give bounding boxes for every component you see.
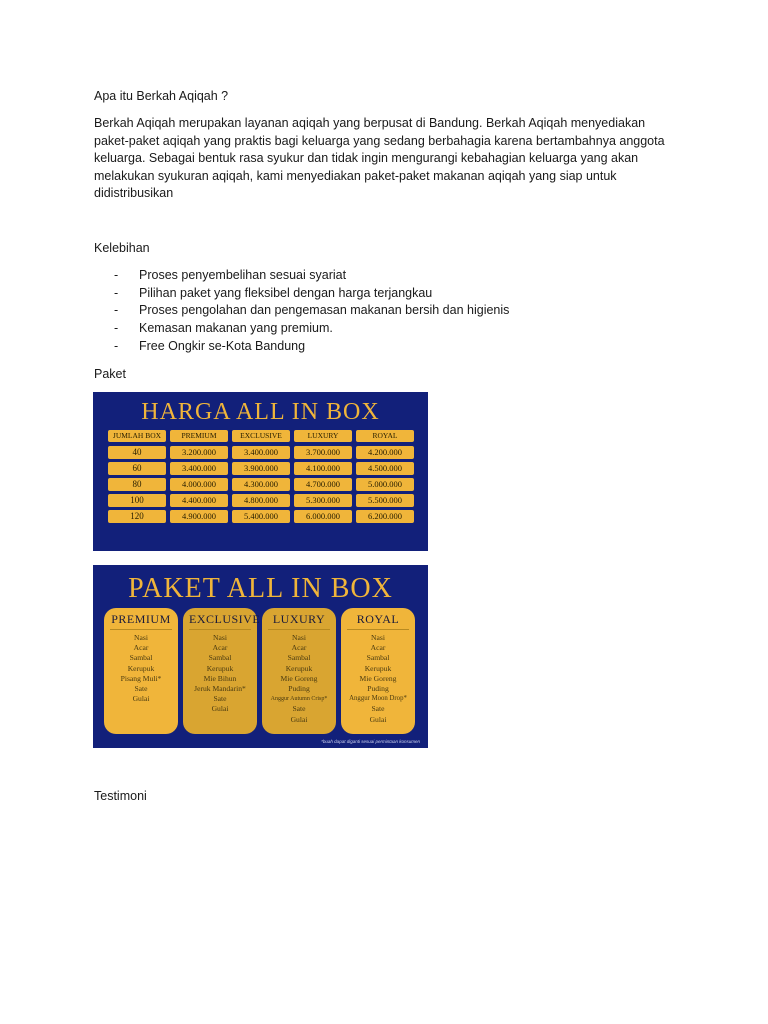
package-card-royal (341, 608, 415, 734)
package-items (104, 633, 178, 704)
package-item: Acar (291, 643, 307, 653)
package-name: LUXURY (268, 612, 330, 630)
table-cell: 6.200.000 (356, 510, 414, 523)
table-cell: 3.200.000 (170, 446, 228, 459)
table-cell: 100 (108, 494, 166, 507)
page-title: Apa itu Berkah Aqiqah ? (94, 89, 229, 103)
package-items (341, 633, 415, 725)
package-item: Gulai (132, 694, 150, 704)
table-cell: 4.800.000 (232, 494, 290, 507)
paket-box-title: PAKET ALL IN BOX (128, 573, 393, 604)
package-item: Sate (213, 694, 227, 704)
package-name: ROYAL (347, 612, 409, 630)
package-item: Kerupuk (285, 663, 313, 673)
table-cell: 5.500.000 (356, 494, 414, 507)
benefit-text: Free Ongkir se-Kota Bandung (139, 338, 306, 353)
package-item: Mie Bihun (203, 673, 237, 683)
table-header: PREMIUM (170, 430, 228, 442)
table-cell: 60 (108, 462, 166, 475)
table-row (108, 510, 414, 523)
table-cell: 4.100.000 (294, 462, 352, 475)
table-header: JUMLAH BOX (108, 430, 166, 442)
package-item: Nasi (134, 633, 148, 642)
package-item: Sambal (366, 653, 390, 663)
table-cell: 4.200.000 (356, 446, 414, 459)
list-item: - Pilihan paket yang fleksibel dengan harga terjangkau (94, 285, 509, 303)
paket-heading: Paket (94, 367, 126, 381)
table-row (108, 494, 414, 507)
package-card-premium (104, 608, 178, 734)
table-cell: 6.000.000 (294, 510, 352, 523)
table-header: LUXURY (294, 430, 352, 442)
package-items (262, 633, 336, 725)
package-item: Nasi (371, 633, 385, 642)
package-item: Pisang Muli* (120, 673, 162, 683)
table-cell: 5.400.000 (232, 510, 290, 523)
package-item: Anggur Autumn Crisp* (270, 696, 328, 703)
package-item: Sambal (208, 653, 232, 663)
testimoni-heading: Testimoni (94, 789, 147, 803)
table-cell: 3.900.000 (232, 462, 290, 475)
list-item: - Proses pengolahan dan pengemasan makanan bersih dan higienis (94, 302, 509, 320)
table-cell: 3.400.000 (170, 462, 228, 475)
package-item: Nasi (292, 633, 306, 642)
list-item: - Free Ongkir se-Kota Bandung (94, 338, 509, 356)
benefit-text: Pilihan paket yang fleksibel dengan harga terjangkau (139, 285, 433, 300)
intro-paragraph: Berkah Aqiqah merupakan layanan aqiqah yang berpusat di Bandung. Berkah Aqiqah menyediakan paket-paket aqiqah yang praktis bagi keluarga yang sedang berbahagia karena bertambahnya anggota keluarga. Sebagai bentuk rasa syukur dan tidak ingin mengurangi kebahagian keluarga yang akan melakukan syukuran aqiqah, kami menyediakan paket-paket makanan aqiqah yang siap untuk didistribusikan (94, 116, 665, 200)
table-row (108, 478, 414, 491)
paket-all-in-box-image (93, 565, 428, 748)
package-name: EXCLUSIVE (189, 612, 251, 630)
benefit-text: Kemasan makanan yang premium. (139, 321, 333, 336)
package-item: Kerupuk (206, 663, 234, 673)
package-item: Puding (288, 684, 310, 694)
package-item: Mie Goreng (280, 673, 318, 683)
package-item: Nasi (213, 633, 227, 642)
package-item: Sate (134, 684, 148, 694)
table-cell: 4.000.000 (170, 478, 228, 491)
package-name: PREMIUM (110, 612, 172, 630)
package-card-luxury (262, 608, 336, 734)
table-cell: 4.900.000 (170, 510, 228, 523)
table-header-row (108, 430, 414, 443)
package-item: Kerupuk (364, 663, 392, 673)
price-table (108, 430, 414, 526)
table-cell: 4.500.000 (356, 462, 414, 475)
table-cell: 80 (108, 478, 166, 491)
package-item: Sambal (129, 653, 153, 663)
package-card-exclusive (183, 608, 261, 734)
package-item: Jeruk Mandarin* (194, 684, 246, 694)
footnote: *buah dapat diganti sesuai permintaan konsumen (321, 739, 420, 744)
package-item: Acar (370, 643, 386, 653)
table-cell: 3.700.000 (294, 446, 352, 459)
table-cell: 40 (108, 446, 166, 459)
kelebihan-heading: Kelebihan (94, 241, 150, 255)
package-item: Gulai (211, 704, 229, 714)
package-cards (104, 608, 415, 734)
package-item: Acar (133, 643, 149, 653)
table-cell: 3.400.000 (232, 446, 290, 459)
table-cell: 4.400.000 (170, 494, 228, 507)
table-header: EXCLUSIVE (232, 430, 290, 442)
table-cell: 4.300.000 (232, 478, 290, 491)
harga-all-in-box-image (93, 392, 428, 551)
table-row (108, 462, 414, 475)
table-header: ROYAL (356, 430, 414, 442)
harga-title: HARGA ALL IN BOX (141, 399, 380, 425)
package-item: Acar (212, 643, 228, 653)
benefits-list (94, 267, 509, 355)
benefit-text: Proses penyembelihan sesuai syariat (139, 268, 347, 282)
package-item: Kerupuk (127, 663, 155, 673)
package-item: Gulai (290, 714, 308, 724)
package-items (183, 633, 257, 715)
benefit-text: Proses pengolahan dan pengemasan makanan bersih dan higienis (139, 303, 510, 318)
table-cell: 120 (108, 510, 166, 523)
package-item: Anggur Moon Drop* (349, 695, 407, 703)
package-item: Sambal (287, 653, 311, 663)
package-item: Mie Goreng (359, 673, 397, 683)
list-item: - Kemasan makanan yang premium. (94, 320, 509, 338)
package-item: Puding (367, 684, 389, 694)
table-row (108, 446, 414, 459)
table-cell: 4.700.000 (294, 478, 352, 491)
package-item: Sate (292, 704, 306, 714)
package-item: Gulai (369, 714, 387, 724)
table-cell: 5.300.000 (294, 494, 352, 507)
list-item: - Proses penyembelihan sesuai syariat (94, 267, 509, 285)
package-item: Sate (371, 704, 385, 714)
table-cell: 5.000.000 (356, 478, 414, 491)
